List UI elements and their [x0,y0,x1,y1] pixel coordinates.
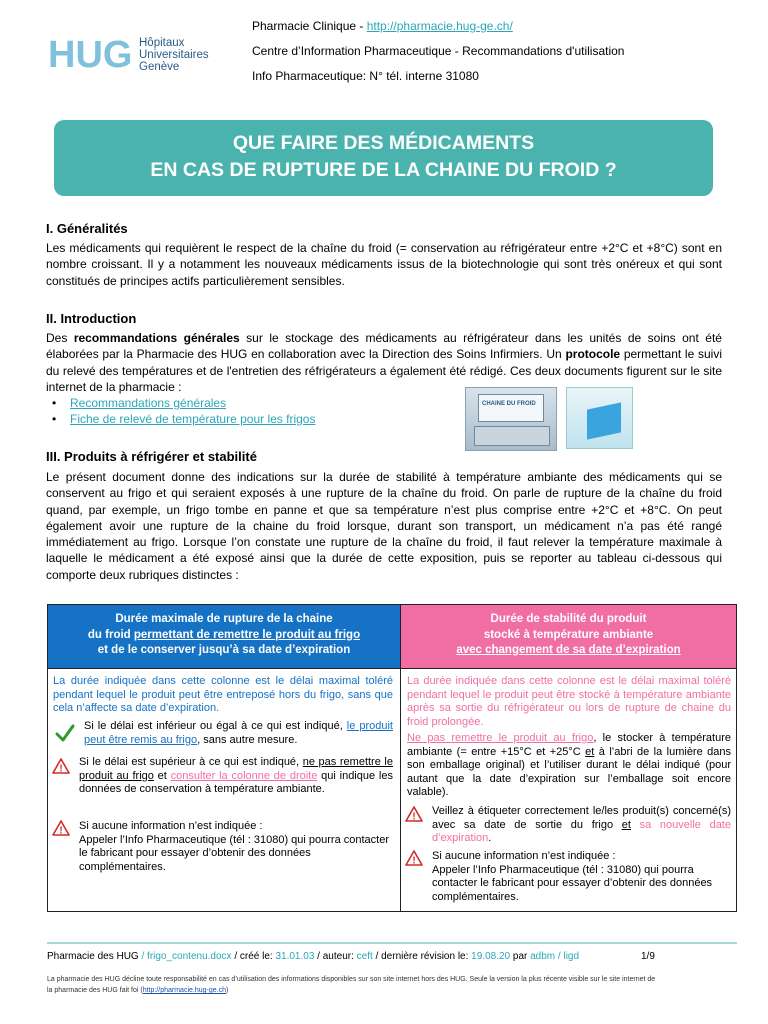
link-fiche-releve[interactable]: Fiche de relevé de température pour les frigos [70,412,316,426]
logo-line: Hôpitaux [139,37,185,49]
header-text: Durée de stabilité du produit [490,613,647,625]
underlined-run: permettant de remettre le produit au frigo [133,628,361,641]
section-title-generalites: I. Généralités [46,221,128,236]
svg-text:!: ! [412,855,416,866]
right-item-etiqueter [432,805,731,846]
bullet: • [52,412,57,426]
list-item [52,395,226,411]
underlined-run: ne pas remettre le produit au frigo [79,756,393,782]
svg-text:!: ! [59,763,63,774]
table-header-left [48,605,400,668]
footer-author: ceft [356,951,373,962]
pharmacie-link[interactable]: http://pharmacie.hug-ge.ch/ [366,19,513,33]
underlined-run: le produit peut être remis au frigo [84,720,393,746]
header-text: et de le conserver jusqu’à sa date d’expiration [97,644,351,656]
logo-letters: HUG [48,34,133,74]
text-line: Si aucune information n’est indiquée : [432,850,616,862]
section-text-introduction [46,330,722,395]
table-row-divider [47,668,737,669]
header-text: stocké à température ambiante [483,628,654,641]
left-item-aucune-info [79,820,389,874]
bold-run: protocole [565,347,621,362]
header-text: avec changement de sa date d’expiration [456,644,681,656]
bullet: • [52,396,57,410]
logo-text [139,37,209,73]
logo-line: Genève [139,61,180,73]
text-run: Si le délai est supérieur à ce qui est indiqué, [79,756,303,768]
footer-revision: 19.08.20 [471,951,511,962]
checkmark-icon [55,723,75,743]
text-run: Veillez à étiqueter correctement le/les produit(s) concerné(s) avec sa date de sortie du frigo [432,805,731,831]
warning-icon [405,806,423,822]
disclaimer-link[interactable]: http://pharmacie.hug-ge.ch [142,987,226,994]
footer-label: / auteur: [314,951,357,962]
text-run: la pharmacie des HUG fait foi ( [47,987,143,994]
table-header-right [401,605,736,668]
hug-logo-mark [48,34,138,74]
text-run: , le stocker à température ambiante (= entre +15°C et +25°C [407,732,731,758]
footer-by: adbm / ligd [530,951,580,962]
footer-disclaimer-1: La pharmacie des HUG décline toute responsabilité en cas d’utilisation des informations disponibles sur son site internet hors des HUG. Seule la version la plus récente visible sur le site internet de [47,976,656,983]
section-title-produits: III. Produits à réfrigérer et stabilité [46,449,257,464]
cooler-body [474,426,550,446]
footer-file: frigo_contenu.docx [147,951,232,962]
header-prefix: Pharmacie Clinique - [252,19,367,33]
underlined-run: et [585,745,595,758]
consult-column-link: consulter la colonne de droite [170,769,318,782]
text-run: . [488,832,492,844]
title-line-2: EN CAS DE RUPTURE DE LA CHAINE DU FROID ? [150,159,617,181]
ice-pack-image [566,387,633,449]
text-run: Des [46,331,74,345]
underlined-run: et [621,818,631,831]
text-run: à l’abri de la lumière dans son emballage original) et l’utiliser durant le délai indiqué (pour autant que la date d’expiration sur l’emballage soit encore valable). [407,745,731,798]
text-run: Si le délai est inférieur ou égal à ce qui est indiqué, [84,720,347,732]
cooler-lid [478,394,544,422]
logo-line: Universitaires [139,49,209,61]
footer-org: Pharmacie des HUG [47,951,139,962]
text-run: sur le stockage des médicaments au réfrigérateur dans les unités de soins ont été élaborées par la Pharmacie des HUG en collaboration avec la Direction des Soins Infirmiers. Un [46,331,722,362]
page-number: 1/9 [641,951,655,962]
footer-meta [47,951,579,962]
warning-icon [52,820,70,836]
ice-pack [587,402,621,439]
section-text-produits: Le présent document donne des indications sur la durée de stabilité à température ambiante des médicaments qui se conservent au frigo et qui seraient exposés à une rupture de la chaîne du froid. On parle de rupture de la chaîne du froid quand, par exemple, un frigo tombe en panne et que sa température n’est plus comprise entre +2°C et +8°C. On peut également avoir une rupture de la chaine du froid lorsque, durant son transport, un médicament n’a pas été rangé immédiatement au frigo. Lorsque l’on constate une rupture de la chaîne du froid, il faut relever la température maximale à laquelle le médicament a été exposé ainsi que la durée de cette exposition, puis se reporter au tableau ci-dessous qui comporte deux rubriques distinctes : [46,470,722,582]
left-column-intro: La durée indiquée dans cette colonne est le délai maximal toléré pendant lequel le produit peut être entreposé hors du frigo, sans que cela n’affecte sa date d’expiration. [53,675,393,714]
warning-icon [52,758,70,774]
right-ne-pas-remettre [407,732,731,800]
text-line: Si aucune information n’est indiquée : [79,820,263,832]
cooler-label: CHAINE DU FROID [482,401,536,407]
text-run: , sans autre mesure. [197,733,298,746]
footer-disclaimer-2 [47,986,228,996]
text-run: ) [225,987,229,994]
title-banner [54,120,713,196]
text-run: du froid [87,628,134,641]
pink-run: sa nouvelle date d’expiration [432,818,731,844]
left-item-remettre [84,720,393,747]
header-line-3: Info Pharmaceutique: N° tél. interne 31080 [252,69,479,83]
footer-label: / créé le: [231,951,276,962]
svg-text:!: ! [59,825,63,836]
section-text-generalites: Les médicaments qui requièrent le respect de la chaîne du froid (= conservation au réfrigérateur entre +2°C et +8°C) sont en nombre croissant. Il y a notamment les nouveaux médicaments issus de la biotechnologie qui sont très onéreux et qui sont constitués de principes actifs particulièrement sensibles. [46,241,722,288]
text-run: qui indique les données de conservation à température ambiante. [79,769,393,795]
table-column-divider [400,604,401,912]
footer-divider [47,942,737,944]
footer-label: / dernière révision le: [372,951,472,962]
title-line-1: QUE FAIRE DES MÉDICAMENTS [232,132,535,154]
warning-icon [405,850,423,866]
left-item-ne-pas-remettre [79,756,393,797]
right-item-aucune-info [432,850,731,904]
text-line: Appeler l’Info Pharmaceutique (tél : 31080) qui pourra contacter le fabricant pour essayer d’obtenir des données complémentaires. [79,833,390,873]
cooler-box-image [465,387,557,451]
footer-label: par [510,951,531,962]
header-line-1 [252,19,513,33]
text-line: Appeler l’Info Pharmaceutique (tél : 31080) qui pourra contacter le fabricant pour essayer d’obtenir des données complémentaires. [432,863,713,903]
svg-text:!: ! [412,811,416,822]
section-title-introduction: II. Introduction [46,311,137,326]
footer-created: 31.01.03 [275,951,315,962]
text-run: permettant le suivi du relevé des températures et de l'entretien des réfrigérateurs a également été rédigé. Ces deux documents figurent sur le site internet de la pharmacie : [46,347,722,394]
list-item [52,411,315,427]
footer-sep: / [138,951,148,962]
underlined-run: Ne pas remettre le produit au frigo [407,732,594,744]
header-line-2: Centre d’Information Pharmaceutique - Recommandations d'utilisation [252,44,625,58]
right-column-intro: La durée indiquée dans cette colonne est le délai maximal toléré pendant lequel le produit peut être stocké à température ambiante après sa sortie du réfrigérateur ou lors de rupture de chaine du froid prolongée. [407,675,731,728]
header-text [48,628,400,644]
text-run: et [153,769,171,782]
link-recommandations[interactable]: Recommandations générales [70,396,227,410]
bold-run: recommandations générales [73,331,240,345]
header-text: Durée maximale de rupture de la chaine [115,613,333,625]
